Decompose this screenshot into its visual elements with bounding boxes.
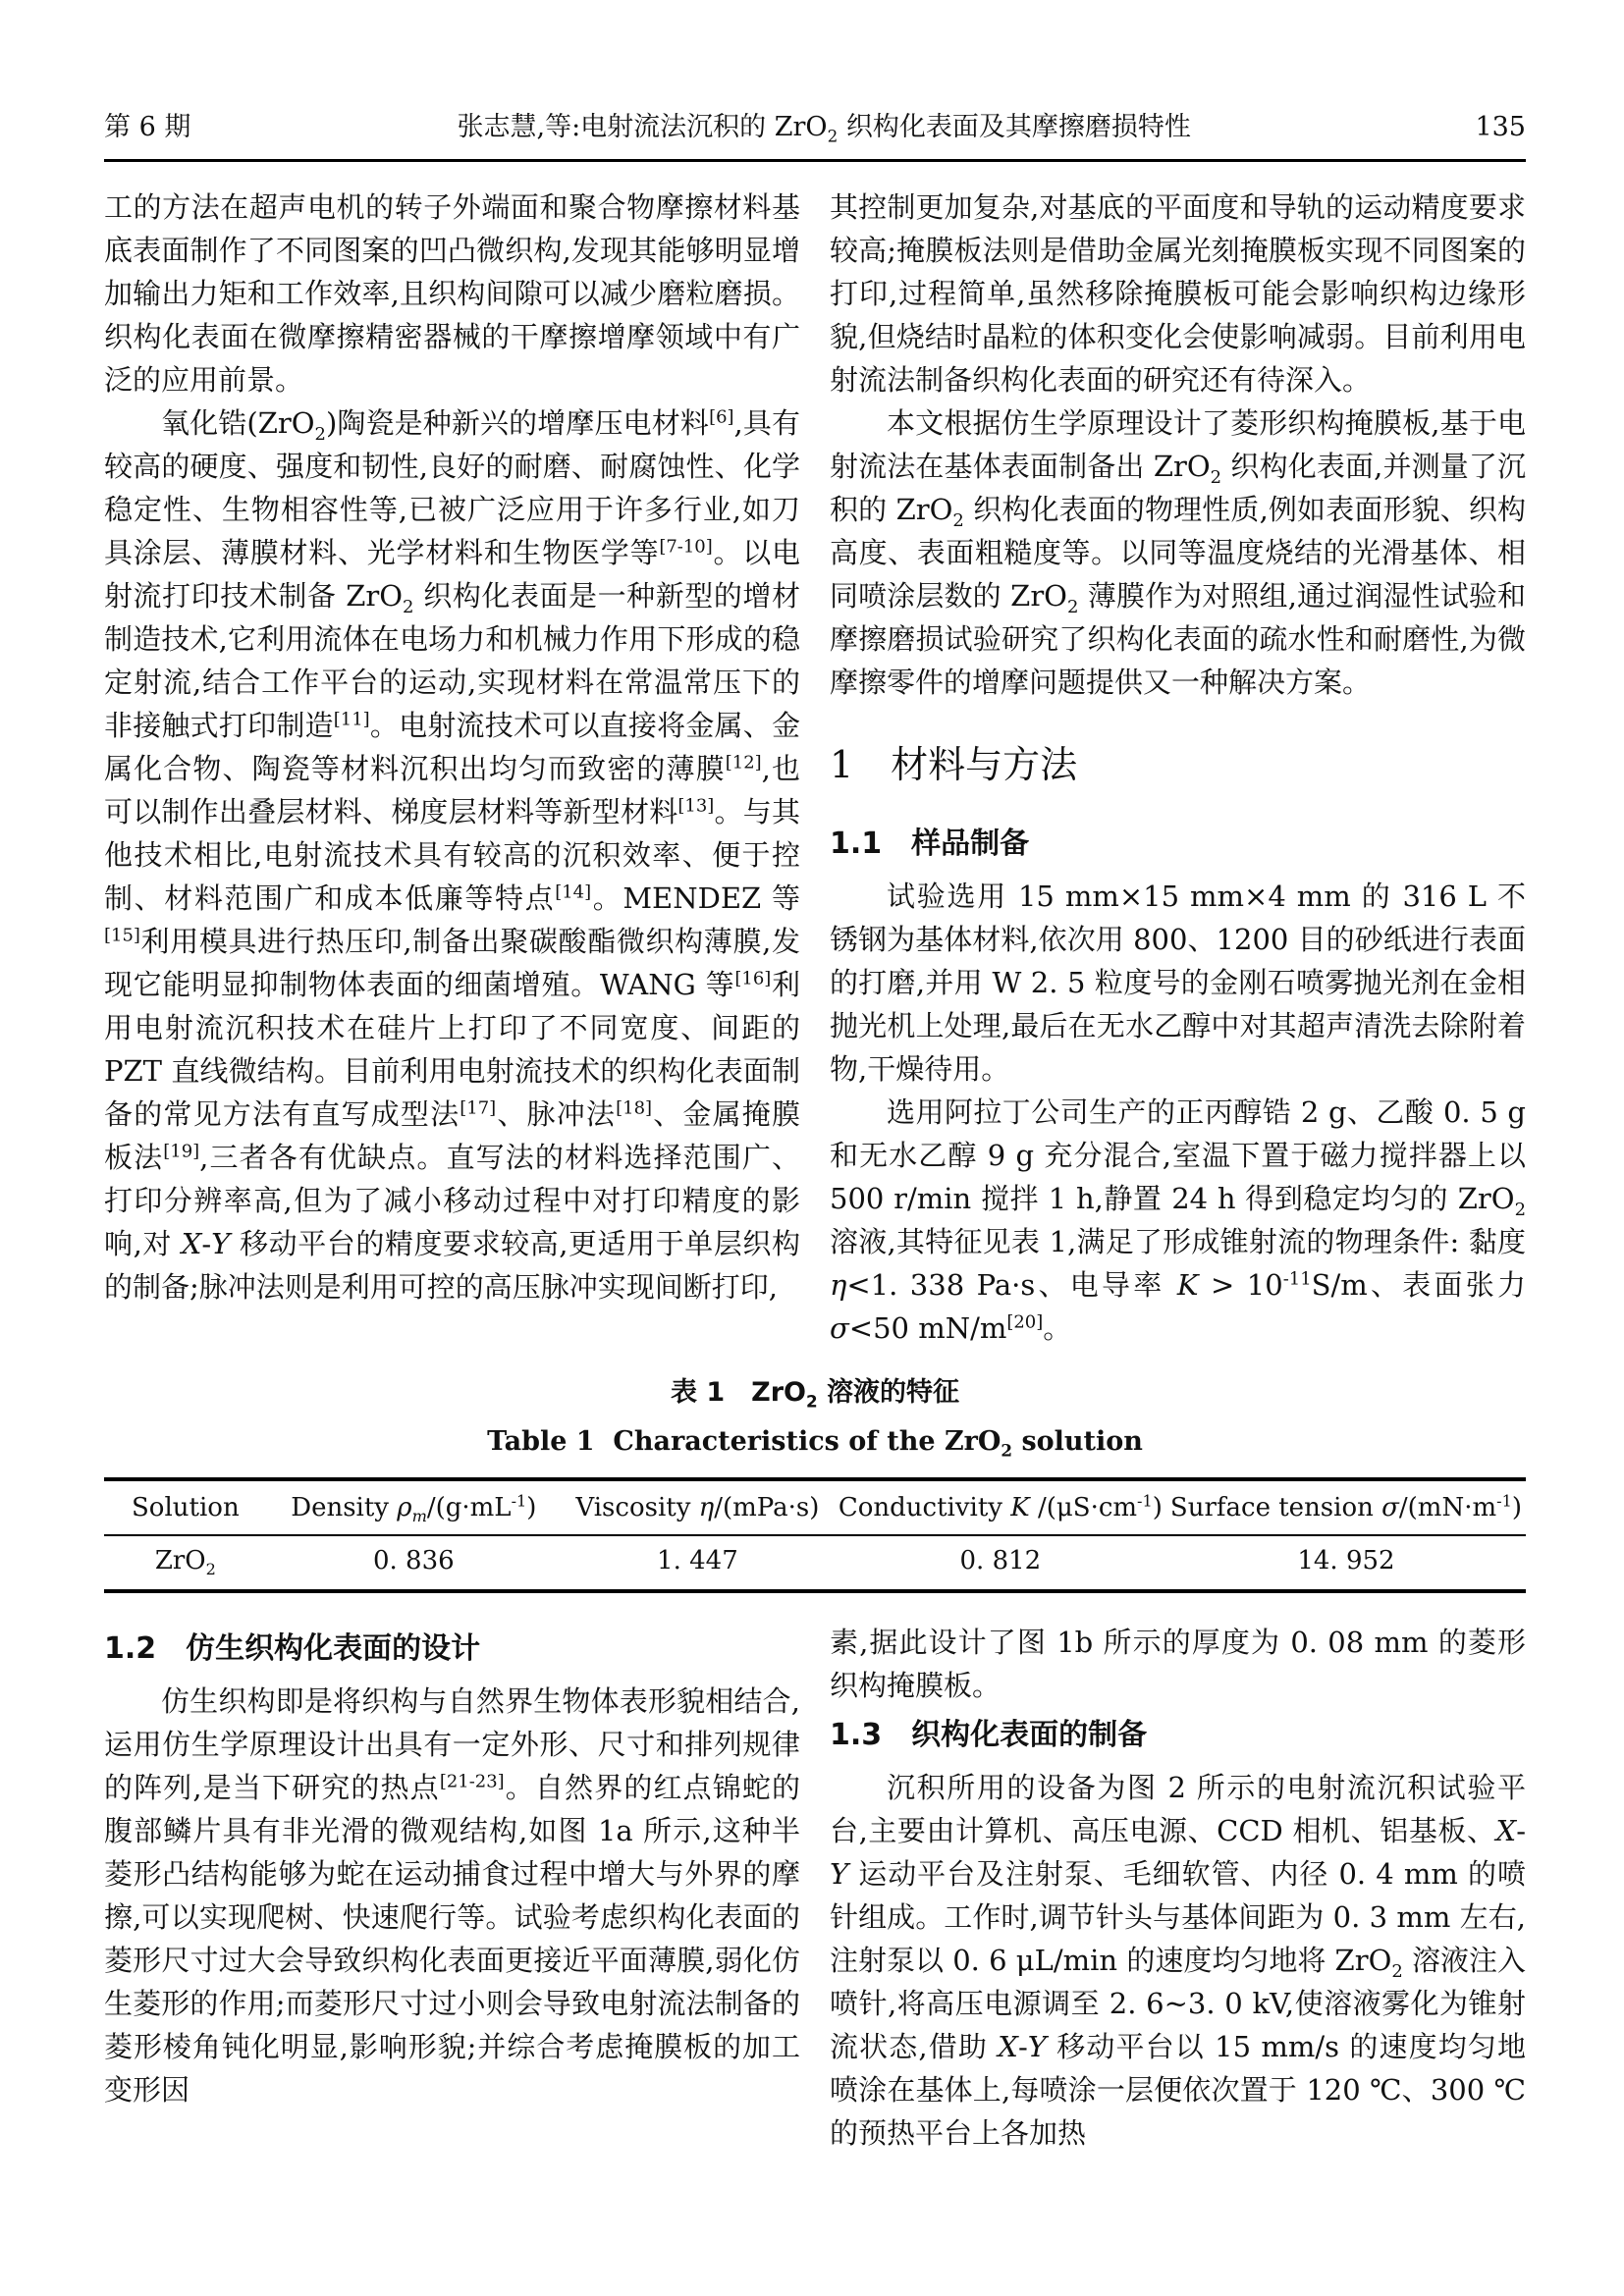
table-1-block [104,1373,1526,1593]
header-rule [104,159,1526,162]
paragraph: 氧化锆(ZrO$_2$)陶瓷是种新兴的增摩压电材料[6],具有较高的硬度、强度和韧性,良好的耐磨、耐腐蚀性、化学稳定性、生物相容性等,已被广泛应用于许多行业,如刀具涂层、薄膜材料、光学材料和生物医学等[7-10]。以电射流打印技术制备 ZrO$_2$ 织构化表面是一种新型的增材制造技术,它利用流体在电场力和机械力作用下形成的稳定射流,结合工作平台的运动,实现材料在常温常压下的非接触式打印制造[11]。电射流技术可以直接将金属、金属化合物、陶瓷等材料沉积出均匀而致密的薄膜[12],也可以制作出叠层材料、梯度层材料等新型材料[13]。与其他技术相比,电射流技术具有较高的沉积效率、便于控制、材料范围广和成本低廉等特点[14]。MENDEZ 等[15]利用模具进行热压印,制备出聚碳酸酯微织构薄膜,发现它能明显抑制物体表面的细菌增殖。WANG 等[16]利用电射流沉积技术在硅片上打印了不同宽度、间距的 PZT 直线微结构。目前利用电射流技术的织构化表面制备的常见方法有直写成型法[17]、脉冲法[18]、金属掩膜板法[19],三者各有优缺点。直写法的材料选择范围广、打印分辨率高,但为了减小移动过程中对打印精度的影响,对 X-Y 移动平台的精度要求较高,更适用于单层织构的制备;脉冲法则是利用可控的高压脉冲实现间断打印, [104,406,800,1304]
paragraph: 本文根据仿生学原理设计了菱形织构掩膜板,基于电射流法在基体表面制备出 ZrO$_2$ 织构化表面,并测量了沉积的 ZrO$_2$ 织构化表面的物理性质,例如表面形貌、织构高度、表面粗糙度等。以同等温度烧结的光滑基体、相同喷涂层数的 ZrO$_2$ 薄膜作为对照组,通过润湿性试验和摩擦磨损试验研究了织构化表面的疏水性和耐磨性,为微摩擦零件的增摩问题提供又一种解决方案。 [830,406,1527,699]
paragraph: 试验选用 15 mm×15 mm×4 mm 的 316 L 不锈钢为基体材料,依次用 800、1200 目的砂纸进行表面的打磨,并用 W 2. 5 粒度号的金刚石喷雾抛光剂在金相抛光机上处理,最后在无水乙醇中对其超声清洗去除附着物,干燥待用。 [830,880,1526,1086]
left-column-bottom [104,1621,800,2155]
paragraph: 仿生织构即是将织构与自然界生物体表形貌相结合,运用仿生学原理设计出具有一定外形、尺寸和排列规律的阵列,是当下研究的热点[21-23]。自然界的红点锦蛇的腹部鳞片具有非光滑的微观结构,如图 1a 所示,这种半菱形凸结构能够为蛇在运动捕食过程中增大与外界的摩擦,可以实现爬树、快速爬行等。试验考虑织构化表面的菱形尺寸过大会导致织构化表面更接近平面薄膜,弱化仿生菱形的作用;而菱形尺寸过小则会导致电射流法制备的菱形棱角钝化明显,影响形貌;并综合考虑掩膜板的加工变形因 [104,1684,800,2107]
column-header-conductivity: Conductivity K $/(\mu S\cdot cm^{-1})$ [835,1479,1166,1535]
running-title: 张志慧,等:电射流法沉积的 ZrO$_2$ 织构化表面及其摩擦磨损特性 [457,112,1191,146]
cell-surface-tension: 14. 952 [1297,1546,1395,1575]
table-caption-en: Table 1 Characteristics of the ZrO$_2$ solution [487,1426,1143,1461]
paragraph-continuation: 工的方法在超声电机的转子外端面和聚合物摩擦材料基底表面制作了不同图案的凹凸微织构,发现其能够明显增加输出力矩和工作效率,且织构间隙可以减少磨粒磨损。织构化表面在微摩擦精密器械的干摩擦增摩领域中有广泛的应用前景。 [104,190,800,397]
subsection-heading-bionic-design: 1.2 仿生织构化表面的设计 [104,1631,481,1666]
body-top [104,186,1526,1350]
subsection-heading-sample-preparation: 1.1 样品制备 [830,827,1030,861]
paragraph-continuation: 素,据此设计了图 1b 所示的厚度为 0. 08 mm 的菱形织构掩膜板。 [830,1626,1526,1702]
solution-characteristics-table [104,1477,1526,1593]
table-row [104,1535,1526,1591]
body-bottom [104,1621,1526,2155]
column-header-viscosity: Viscosity η/(mPa·s) [561,1479,835,1535]
table-caption-zh: 表 1 ZrO$_2$ 溶液的特征 [670,1377,960,1412]
cell-conductivity: 0. 812 [959,1546,1042,1575]
column-header-surface-tension: Surface tension $\sigma/(mN\cdot m^{-1})$ [1166,1479,1526,1535]
right-column-top [830,186,1526,1350]
cell-solution: ZrO$_2$ [154,1546,216,1579]
cell-viscosity: 1. 447 [657,1546,738,1575]
paragraph: 沉积所用的设备为图 2 所示的电射流沉积试验平台,主要由计算机、高压电源、CCD 相机、铝基板、X-Y 运动平台及注射泵、毛细软管、内径 0. 4 mm 的喷针组成。工作时,调节针头与基体间距为 0. 3 mm 左右,注射泵以 0. 6 μL/min 的速度均匀地将 ZrO$_2$ 溶液注入喷针,将高压电源调至 2. 6~3. 0 kV,使溶液雾化为锥射流状态,借助 X-Y 移动平台以 15 mm/s 的速度均匀地喷涂在基体上,每喷涂一层便依次置于 120 ℃、300 ℃的预热平台上各加热 [830,1771,1527,2150]
right-column-bottom [830,1621,1526,2155]
column-header-density: Density $\rho_m/(g\cdot mL^{-1})$ [267,1479,561,1535]
page-number: 135 [1475,112,1526,142]
subsection-heading-textured-surface-preparation: 1.3 织构化表面的制备 [830,1718,1148,1752]
table-header-row [104,1479,1526,1535]
issue-label: 第 6 期 [104,112,191,142]
running-header [104,110,1526,145]
paragraph-continuation: 其控制更加复杂,对基底的平面度和导轨的运动精度要求较高;掩膜板法则是借助金属光刻掩膜板实现不同图案的打印,过程简单,虽然移除掩膜板可能会影响织构边缘形貌,但烧结时晶粒的体积变化会使影响减弱。目前利用电射流法制备织构化表面的研究还有待深入。 [830,190,1526,397]
section-heading-materials-methods: 1 材料与方法 [830,743,1078,786]
left-column-top [104,186,800,1350]
column-header-solution: Solution [104,1479,267,1535]
cell-density: 0. 836 [372,1546,455,1575]
paragraph: 选用阿拉丁公司生产的正丙醇锆 2 g、乙酸 0. 5 g 和无水乙醇 9 g 充分混合,室温下置于磁力搅拌器上以 500 r/min 搅拌 1 h,静置 24 h 得到稳定均匀的 ZrO$_2$ 溶液,其特征见表 1,满足了形成锥射流的物理条件: 黏度 η<1. 338 Pa·s、电导率 $K > 10^{-11}S/m$、表面张力 σ<50 mN/m[20]。 [830,1095,1526,1345]
